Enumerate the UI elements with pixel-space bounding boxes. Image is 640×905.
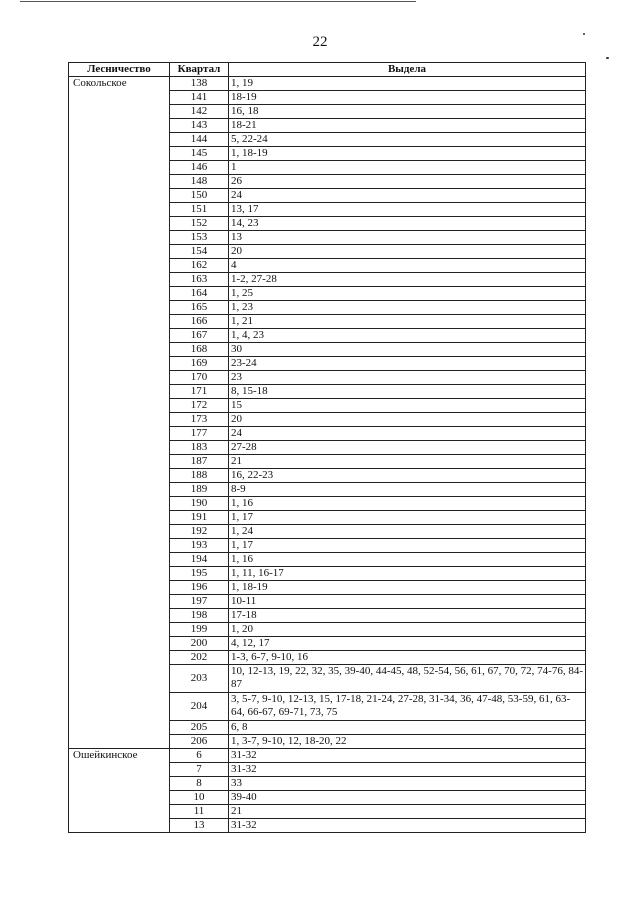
forestry-cell [69,777,170,791]
table-row [69,525,586,539]
quarter-cell: 203 [170,665,229,693]
forestry-cell [69,329,170,343]
quarter-cell: 204 [170,693,229,721]
quarter-cell: 196 [170,581,229,595]
forestry-cell [69,609,170,623]
forestry-cell [69,105,170,119]
quarter-cell: 142 [170,105,229,119]
quarter-cell: 13 [170,819,229,833]
quarter-cell: 197 [170,595,229,609]
quarter-cell: 145 [170,147,229,161]
quarter-cell: 163 [170,273,229,287]
quarter-cell: 190 [170,497,229,511]
table-row [69,287,586,301]
forestry-cell [69,581,170,595]
allotments-cell: 1, 20 [229,623,586,637]
allotments-cell: 23-24 [229,357,586,371]
allotments-cell: 1, 16 [229,497,586,511]
table-row [69,469,586,483]
table-row [69,217,586,231]
quarter-cell: 7 [170,763,229,777]
quarter-cell: 206 [170,735,229,749]
quarter-cell: 148 [170,175,229,189]
forestry-cell [69,553,170,567]
forestry-cell [69,595,170,609]
forestry-cell [69,763,170,777]
table-row [69,791,586,805]
table-row [69,651,586,665]
quarter-cell: 193 [170,539,229,553]
table-row [69,259,586,273]
allotments-cell: 4, 12, 17 [229,637,586,651]
quarter-cell: 189 [170,483,229,497]
table-row [69,567,586,581]
forestry-cell [69,637,170,651]
quarter-cell: 169 [170,357,229,371]
table-row [69,693,586,721]
forestry-cell [69,189,170,203]
forestry-cell [69,441,170,455]
allotments-cell: 27-28 [229,441,586,455]
forestry-cell [69,539,170,553]
allotments-cell: 17-18 [229,609,586,623]
quarter-cell: 194 [170,553,229,567]
table-row [69,399,586,413]
forestry-cell [69,203,170,217]
table-row [69,553,586,567]
allotments-cell: 1, 18-19 [229,147,586,161]
quarter-cell: 177 [170,427,229,441]
table-row [69,763,586,777]
allotments-cell: 3, 5-7, 9-10, 12-13, 15, 17-18, 21-24, 27-28, 31-34, 36, 47-48, 53-59, 61, 63-64, 66-67, 69-71, 73, 75 [229,693,586,721]
table-row [69,637,586,651]
table-row [69,301,586,315]
table-row [69,91,586,105]
table-row [69,595,586,609]
table-row [69,343,586,357]
quarter-cell: 6 [170,749,229,763]
quarter-cell: 138 [170,77,229,91]
quarter-cell: 187 [170,455,229,469]
forestry-cell [69,469,170,483]
allotments-cell: 23 [229,371,586,385]
quarter-cell: 192 [170,525,229,539]
allotments-cell: 1, 19 [229,77,586,91]
quarter-cell: 146 [170,161,229,175]
forestry-cell [69,161,170,175]
table-row [69,819,586,833]
allotments-cell: 31-32 [229,819,586,833]
table-row [69,539,586,553]
table-header [69,63,586,77]
quarter-cell: 152 [170,217,229,231]
allotments-cell: 30 [229,343,586,357]
quarter-cell: 205 [170,721,229,735]
quarter-cell: 10 [170,791,229,805]
quarter-cell: 171 [170,385,229,399]
quarter-cell: 200 [170,637,229,651]
table-row [69,511,586,525]
table-row [69,147,586,161]
forestry-cell [69,511,170,525]
quarter-cell: 164 [170,287,229,301]
quarter-cell: 191 [170,511,229,525]
table-row [69,77,586,91]
allotments-cell: 1, 11, 16-17 [229,567,586,581]
table-row [69,455,586,469]
table-row [69,203,586,217]
forestry-cell [69,301,170,315]
allotments-cell: 18-21 [229,119,586,133]
quarter-cell: 198 [170,609,229,623]
forestry-cell [69,819,170,833]
scan-edge-line [20,1,416,2]
forestry-cell [69,133,170,147]
quarter-cell: 150 [170,189,229,203]
quarter-cell: 11 [170,805,229,819]
quarter-cell: 172 [170,399,229,413]
header-quarter: Квартал [170,63,229,77]
quarter-cell: 202 [170,651,229,665]
allotments-cell: 6, 8 [229,721,586,735]
forestry-cell [69,287,170,301]
allotments-cell: 8, 15-18 [229,385,586,399]
forestry-cell [69,427,170,441]
table-row [69,777,586,791]
forestry-cell [69,791,170,805]
forestry-cell [69,735,170,749]
table-row [69,189,586,203]
forestry-cell [69,385,170,399]
header-allotments: Выдела [229,63,586,77]
forestry-cell [69,497,170,511]
forestry-cell [69,231,170,245]
table-row [69,329,586,343]
forestry-cell [69,413,170,427]
forestry-cell [69,217,170,231]
forestry-cell: Ошейкинское [69,749,170,763]
scan-speck [583,33,585,35]
table-row [69,119,586,133]
allotments-cell: 1, 25 [229,287,586,301]
forestry-cell [69,371,170,385]
forestry-cell [69,273,170,287]
allotments-cell: 1, 4, 23 [229,329,586,343]
quarter-cell: 183 [170,441,229,455]
table-row [69,581,586,595]
quarter-cell: 173 [170,413,229,427]
table-row [69,623,586,637]
forestry-cell [69,651,170,665]
allotments-cell: 1, 17 [229,511,586,525]
allotments-cell: 13 [229,231,586,245]
quarter-cell: 166 [170,315,229,329]
scan-speck [606,57,609,59]
allotments-cell: 21 [229,805,586,819]
allotments-cell: 1 [229,161,586,175]
forestry-cell [69,175,170,189]
forestry-cell [69,665,170,693]
allotments-cell: 13, 17 [229,203,586,217]
table-row [69,385,586,399]
table-row [69,357,586,371]
allotments-cell: 16, 22-23 [229,469,586,483]
table-row [69,315,586,329]
table-row [69,483,586,497]
quarter-cell: 143 [170,119,229,133]
forestry-cell [69,245,170,259]
table-row [69,805,586,819]
forestry-cell [69,399,170,413]
allotments-cell: 20 [229,245,586,259]
quarter-cell: 195 [170,567,229,581]
allotments-cell: 1, 21 [229,315,586,329]
allotments-cell: 15 [229,399,586,413]
forestry-cell [69,567,170,581]
quarter-cell: 162 [170,259,229,273]
quarter-cell: 151 [170,203,229,217]
allotments-cell: 4 [229,259,586,273]
allotments-cell: 24 [229,427,586,441]
quarter-cell: 8 [170,777,229,791]
table-body [69,77,586,833]
table-row [69,721,586,735]
table-row [69,413,586,427]
allotments-cell: 1, 16 [229,553,586,567]
table-row [69,427,586,441]
quarter-cell: 170 [170,371,229,385]
quarter-cell: 153 [170,231,229,245]
allotments-cell: 10, 12-13, 19, 22, 32, 35, 39-40, 44-45, 48, 52-54, 56, 61, 67, 70, 72, 74-76, 84-87 [229,665,586,693]
allotments-cell: 39-40 [229,791,586,805]
forestry-cell [69,693,170,721]
allotments-cell: 1, 17 [229,539,586,553]
table-row [69,371,586,385]
table-row [69,231,586,245]
allotments-cell: 18-19 [229,91,586,105]
allotments-cell: 1, 23 [229,301,586,315]
forestry-cell [69,623,170,637]
allotments-cell: 33 [229,777,586,791]
allotments-cell: 10-11 [229,595,586,609]
allotments-cell: 16, 18 [229,105,586,119]
table-row [69,105,586,119]
forestry-cell [69,343,170,357]
allotments-cell: 1, 24 [229,525,586,539]
forestry-cell [69,455,170,469]
forestry-cell [69,259,170,273]
allotments-cell: 24 [229,189,586,203]
forestry-cell [69,357,170,371]
allotments-cell: 5, 22-24 [229,133,586,147]
table-row [69,749,586,763]
table-row [69,665,586,693]
page-number: 22 [312,34,328,50]
quarter-cell: 167 [170,329,229,343]
table-row [69,133,586,147]
forestry-cell [69,805,170,819]
quarter-cell: 144 [170,133,229,147]
header-forestry: Лесничество [69,63,170,77]
table-row [69,441,586,455]
allotments-cell: 1-3, 6-7, 9-10, 16 [229,651,586,665]
table-row [69,735,586,749]
allotments-cell: 8-9 [229,483,586,497]
forestry-cell [69,119,170,133]
allotments-cell: 1-2, 27-28 [229,273,586,287]
allotments-cell: 14, 23 [229,217,586,231]
table-row [69,497,586,511]
allotments-table [68,62,586,833]
table-row [69,245,586,259]
allotments-cell: 31-32 [229,763,586,777]
allotments-cell: 21 [229,455,586,469]
quarter-cell: 188 [170,469,229,483]
forestry-cell [69,315,170,329]
forestry-cell [69,721,170,735]
table-row [69,175,586,189]
quarter-cell: 199 [170,623,229,637]
allotments-cell: 26 [229,175,586,189]
quarter-cell: 165 [170,301,229,315]
allotments-cell: 1, 3-7, 9-10, 12, 18-20, 22 [229,735,586,749]
forestry-cell: Сокольское [69,77,170,91]
table-row [69,273,586,287]
forestry-cell [69,483,170,497]
allotments-cell: 1, 18-19 [229,581,586,595]
forestry-cell [69,525,170,539]
quarter-cell: 154 [170,245,229,259]
table-row [69,161,586,175]
forestry-cell [69,147,170,161]
forestry-cell [69,91,170,105]
table-row [69,609,586,623]
allotments-cell: 31-32 [229,749,586,763]
quarter-cell: 168 [170,343,229,357]
quarter-cell: 141 [170,91,229,105]
allotments-cell: 20 [229,413,586,427]
